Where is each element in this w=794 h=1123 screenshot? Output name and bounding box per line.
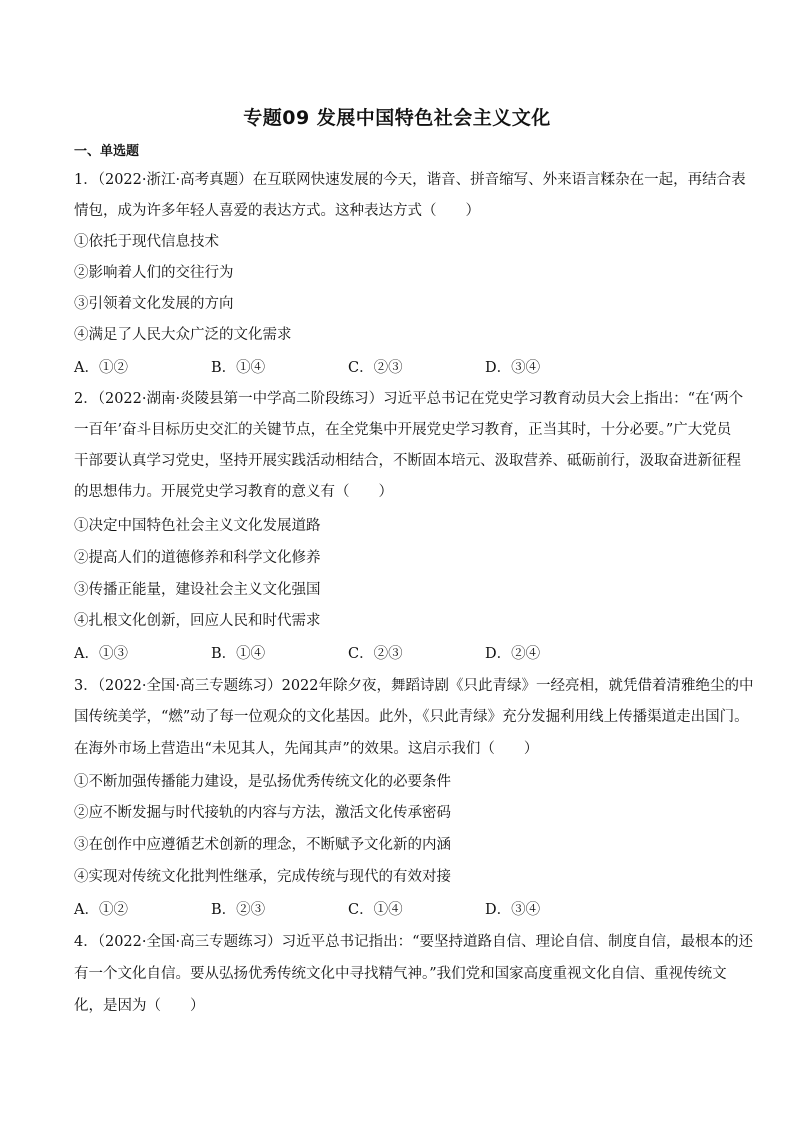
question-1-choice: ②影响着人们的交往行为 (74, 265, 234, 281)
question-2-options (74, 642, 622, 663)
option-d: D．③④ (485, 360, 541, 376)
question-1-choice: ④满足了人民大众广泛的文化需求 (74, 327, 292, 343)
question-2-choice: ①决定中国特色社会主义文化发展道路 (74, 518, 321, 534)
option-c: C．②③ (348, 646, 403, 662)
question-3-choice: ④实现对传统文化批判性继承，完成传统与现代的有效对接 (74, 869, 451, 885)
page-title: 专题09 发展中国特色社会主义文化 (243, 107, 551, 129)
option-a: A．①② (74, 360, 128, 376)
question-2-line: 干部要认真学习党史，坚持开展实践活动相结合，不断固本培元、汲取营养、砥砺前行，汲取奋进新征程 (74, 453, 741, 469)
question-2-line: 2．（2022·湖南·炎陵县第一中学高二阶段练习）习近平总书记在党史学习教育动员大会上指出：“在‘两个 (74, 391, 744, 407)
question-4-line: 化，是因为（ ） (74, 998, 205, 1014)
option-c: C．①④ (348, 902, 403, 918)
question-4-line: 4．（2022·全国·高三专题练习）习近平总书记指出：“要坚持道路自信、理论自信、制度自信，最根本的还 (74, 934, 754, 950)
question-1-choice: ③引领着文化发展的方向 (74, 296, 234, 312)
question-3-options (74, 898, 622, 919)
question-3-choice: ①不断加强传播能力建设，是弘扬优秀传统文化的必要条件 (74, 774, 451, 790)
question-4-line: 有一个文化自信。要从弘扬优秀传统文化中寻找精气神。”我们党和国家高度重视文化自信、重视传统文 (74, 966, 727, 982)
option-c: C．②③ (348, 360, 403, 376)
question-1-choice: ①依托于现代信息技术 (74, 234, 219, 250)
option-b: B．①④ (211, 646, 266, 662)
question-1-line: 1．（2022·浙江·高考真题）在互联网快速发展的今天，谐音、拼音缩写、外来语言糅杂在一起，再结合表 (74, 172, 746, 188)
question-3-line: 在海外市场上营造出“未见其人，先闻其声”的效果。这启示我们（ ） (74, 741, 539, 757)
question-2-line: 一百年’奋斗目标历史交汇的关键节点，在全党集中开展党史学习教育，正当其时，十分必要。”广大党员 (74, 422, 732, 438)
question-2-line: 的思想伟力。开展党史学习教育的意义有（ ） (74, 484, 393, 500)
option-b: B．①④ (211, 360, 266, 376)
question-3-line: 国传统美学，“燃”动了每一位观众的文化基因。此外，《只此青绿》充分发掘利用线上传播渠道走出国门。 (74, 709, 749, 725)
question-3-line: 3．（2022·全国·高三专题练习）2022年除夕夜，舞蹈诗剧《只此青绿》一经亮相，就凭借着清雅绝尘的中 (74, 678, 754, 694)
option-b: B．②③ (211, 902, 266, 918)
option-d: D．②④ (485, 646, 541, 662)
option-a: A．①② (74, 902, 128, 918)
section-heading: 一、单选题 (74, 144, 140, 159)
question-2-choice: ③传播正能量，建设社会主义文化强国 (74, 582, 321, 598)
option-a: A．①③ (74, 646, 128, 662)
option-d: D．③④ (485, 902, 541, 918)
question-2-choice: ④扎根文化创新，回应人民和时代需求 (74, 613, 321, 629)
question-3-choice: ③在创作中应遵循艺术创新的理念，不断赋予文化新的内涵 (74, 837, 451, 853)
question-2-choice: ②提高人们的道德修养和科学文化修养 (74, 550, 321, 566)
question-1-options (74, 356, 622, 377)
question-3-choice: ②应不断发掘与时代接轨的内容与方法，激活文化传承密码 (74, 805, 451, 821)
question-1-line: 情包，成为许多年轻人喜爱的表达方式。这种表达方式（ ） (74, 203, 480, 219)
